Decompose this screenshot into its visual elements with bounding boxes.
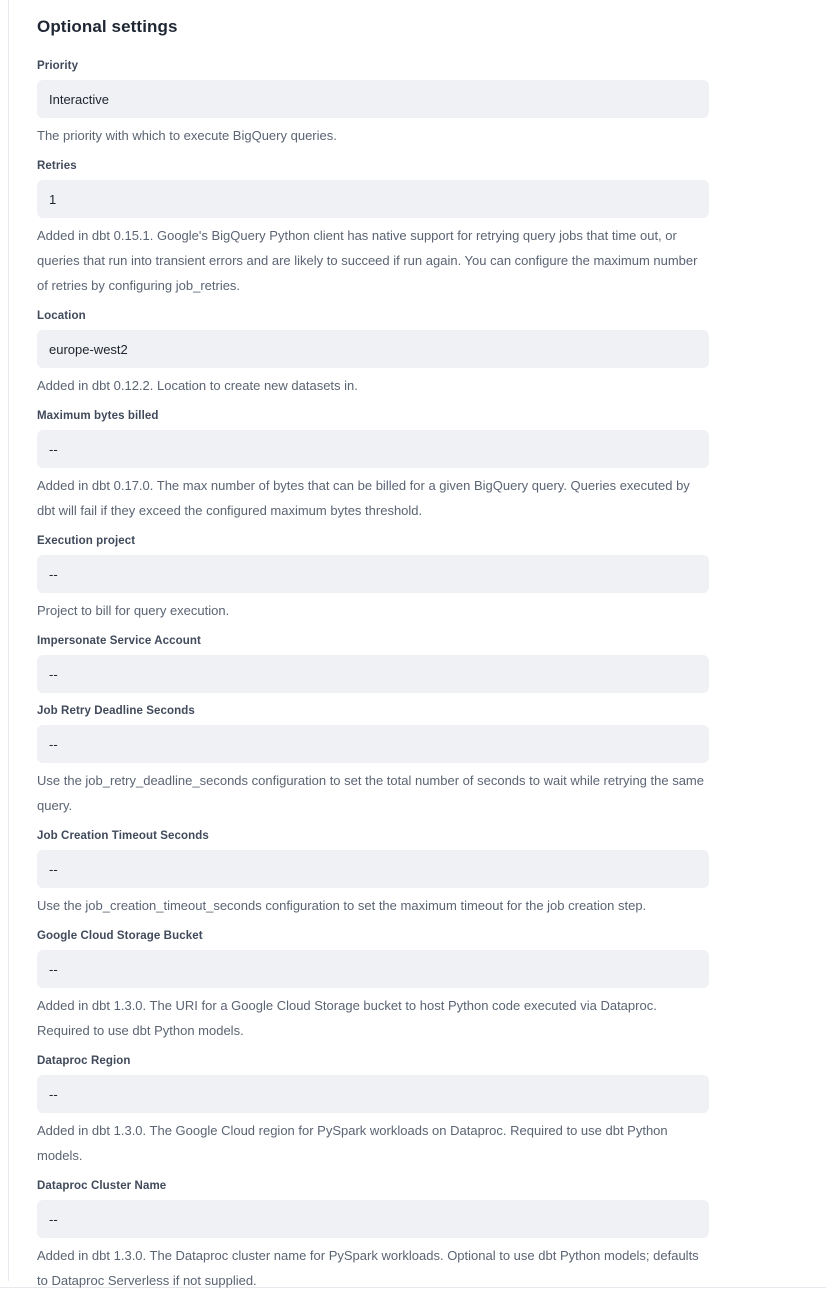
execution-project-helper: Project to bill for query execution. — [37, 603, 230, 618]
priority-helper: The priority with which to execute BigQuery queries. — [37, 128, 337, 143]
retries-input[interactable] — [37, 180, 709, 218]
dataproc-region-label: Dataproc Region — [37, 1055, 131, 1067]
job-retry-deadline-seconds-helper: Use the job_retry_deadline_seconds configuration to set the total number of seconds to wait while retrying the same query. — [37, 773, 704, 813]
retries-label: Retries — [37, 160, 77, 172]
job-creation-timeout-seconds-helper: Use the job_creation_timeout_seconds configuration to set the maximum timeout for the job creation step. — [37, 898, 647, 913]
field-dataproc-cluster-name — [37, 1179, 709, 1289]
google-cloud-storage-bucket-label: Google Cloud Storage Bucket — [37, 930, 203, 942]
job-creation-timeout-seconds-input[interactable] — [37, 850, 709, 888]
field-execution-project — [37, 534, 709, 623]
location-label: Location — [37, 310, 86, 322]
field-dataproc-region — [37, 1054, 709, 1168]
field-google-cloud-storage-bucket — [37, 929, 709, 1043]
execution-project-input[interactable] — [37, 555, 709, 593]
field-job-creation-timeout-seconds — [37, 829, 709, 918]
maximum-bytes-billed-input[interactable] — [37, 430, 709, 468]
field-impersonate-service-account — [37, 634, 709, 693]
dataproc-region-input[interactable] — [37, 1075, 709, 1113]
impersonate-service-account-input[interactable] — [37, 655, 709, 693]
dataproc-cluster-name-input[interactable] — [37, 1200, 709, 1238]
impersonate-service-account-label: Impersonate Service Account — [37, 635, 201, 647]
field-priority — [37, 59, 709, 148]
priority-input[interactable] — [37, 80, 709, 118]
execution-project-label: Execution project — [37, 535, 136, 547]
field-job-retry-deadline-seconds — [37, 704, 709, 818]
settings-form — [37, 16, 709, 1289]
google-cloud-storage-bucket-helper: Added in dbt 1.3.0. The URI for a Google Cloud Storage bucket to host Python code executed via Dataproc. Required to use dbt Python models. — [37, 998, 657, 1038]
location-helper: Added in dbt 0.12.2. Location to create new datasets in. — [37, 378, 358, 393]
maximum-bytes-billed-helper: Added in dbt 0.17.0. The max number of bytes that can be billed for a given BigQuery query. Queries executed by dbt will fail if they exceed the configured maximum bytes threshold. — [37, 478, 690, 518]
job-creation-timeout-seconds-label: Job Creation Timeout Seconds — [37, 830, 209, 842]
dataproc-cluster-name-label: Dataproc Cluster Name — [37, 1180, 167, 1192]
field-retries — [37, 159, 709, 298]
left-panel-divider — [8, 0, 9, 1281]
maximum-bytes-billed-label: Maximum bytes billed — [37, 410, 159, 422]
dataproc-cluster-name-helper: Added in dbt 1.3.0. The Dataproc cluster name for PySpark workloads. Optional to use dbt Python models; defaults to Dataproc Serverless if not supplied. — [37, 1248, 699, 1288]
job-retry-deadline-seconds-label: Job Retry Deadline Seconds — [37, 705, 195, 717]
field-location — [37, 309, 709, 398]
job-retry-deadline-seconds-input[interactable] — [37, 725, 709, 763]
priority-label: Priority — [37, 60, 79, 72]
dataproc-region-helper: Added in dbt 1.3.0. The Google Cloud region for PySpark workloads on Dataproc. Required to use dbt Python models. — [37, 1123, 668, 1163]
retries-helper: Added in dbt 0.15.1. Google's BigQuery Python client has native support for retrying query jobs that time out, or queries that run into transient errors and are likely to succeed if run again. You can configure the maximum number of retries by configuring job_retries. — [37, 228, 698, 293]
location-input[interactable] — [37, 330, 709, 368]
page-title: Optional settings — [37, 17, 178, 36]
field-maximum-bytes-billed — [37, 409, 709, 523]
google-cloud-storage-bucket-input[interactable] — [37, 950, 709, 988]
